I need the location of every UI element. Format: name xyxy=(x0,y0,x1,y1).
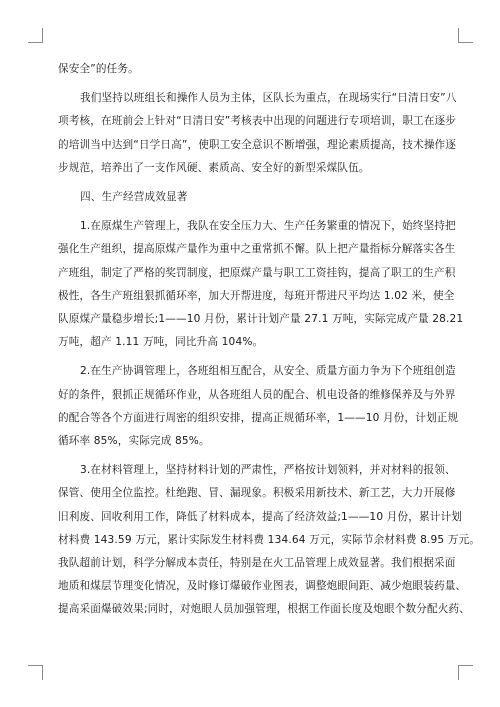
text-line: 产班组，制定了严格的奖罚制度，把原煤产量与职工工资挂钩，提高了职工的生产积 xyxy=(58,266,456,279)
text-line: 循环率 85%，实际完成 85%。 xyxy=(58,435,210,448)
text-line: 旧利废、回收利用工作，降低了材料成本，提高了经济效益;1——10 月份，累计计划 xyxy=(58,510,462,523)
crop-mark-top-left xyxy=(28,28,43,43)
text-line: 提高采面爆破效果;同时，对炮眼人员加强管理，根据工作面长度及炮眼个数分配火药、 xyxy=(58,603,470,616)
text-line: 我们坚持以班组长和操作人员为主体，区队长为重点，在现场实行“日清日安”八 xyxy=(80,92,457,105)
text-line: 极性，各生产班组狠抓循环率，加大开帮进度，每班开帮进尺平均达 1.02 米，使全 xyxy=(58,289,455,302)
text-line: 强化生产组织，提高原煤产量作为重中之重常抓不懈。队上把产量指标分解落实各生 xyxy=(58,243,456,256)
text-line: 保安全”的任务。 xyxy=(58,63,139,75)
paragraph-item-3 xyxy=(58,459,481,621)
text-line: 项考核，在班前会上针对“日清日安”考核表中出现的问题进行专项培训，职工在逐步 xyxy=(58,115,457,128)
paragraph-item-1 xyxy=(58,215,464,354)
text-line: 3.在材料管理上，坚持材料计划的严肃性，严格按计划领料，并对材料的报领、 xyxy=(80,464,456,477)
text-line: 步规范，培养出了一支作风硬、素质高、安全好的新型采煤队伍。 xyxy=(58,161,370,174)
text-line: 材料费 143.59 万元，累计实际发生材料费 134.64 万元，实际节余材料费 8.95 万元。 xyxy=(58,533,481,546)
text-line: 我队超前计划，科学分解成本责任，特别是在火工品管理上成效显著。我们根据采面 xyxy=(58,557,456,570)
text-line: 的配合等各个方面进行周密的组织安排，提高正规循环率，1——10 月份，计划正规 xyxy=(58,411,459,424)
text-line: 的培训当中达到“日学日高”，使职工安全意识不断增强，理论素质提高，技术操作逐 xyxy=(58,138,457,151)
document-page xyxy=(58,58,481,628)
paragraph-item-2 xyxy=(58,360,459,453)
crop-mark-bottom-right xyxy=(458,665,473,680)
crop-mark-bottom-left xyxy=(28,665,43,680)
text-line: 队原煤产量稳步增长;1——10 月份，累计计划产量 27.1 万吨，实际完成产量 28.21 xyxy=(58,313,464,326)
text-line: 好的条件，狠抓正规循环作业，从各班组人员的配合、机电设备的维修保养及与外界 xyxy=(58,388,456,401)
text-line: 1.在原煤生产管理上，我队在安全压力大、生产任务繁重的情况下，始终坚持把 xyxy=(80,220,456,233)
text-line: 地质和煤层节理变化情况，及时修订爆破作业图表，调整炮眼间距、减少炮眼装药量、 xyxy=(58,580,467,593)
text-line: 万吨，超产 1.11 万吨，同比升高 104%。 xyxy=(58,336,264,349)
text-line: 保管、使用全位监控。杜绝跑、冒、漏现象。积极采用新技术、新工艺，大力开展修 xyxy=(58,487,456,500)
paragraph-heading-4 xyxy=(58,186,444,209)
text-line: 2.在生产协调管理上，各班组相互配合，从安全、质量方面力争为下个班组创造 xyxy=(80,365,456,378)
crop-mark-top-right xyxy=(458,28,473,43)
text-line: 四、生产经营成效显著 xyxy=(80,191,188,204)
paragraph-continuation xyxy=(58,58,444,81)
paragraph-team-leader xyxy=(58,87,457,180)
